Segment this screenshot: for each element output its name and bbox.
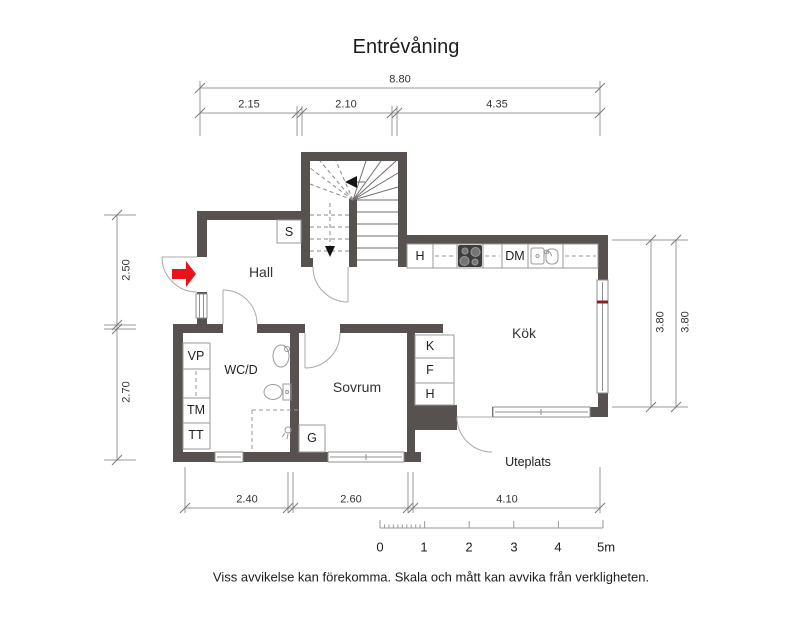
dim-top-seg-3: 4.35 (486, 98, 508, 111)
dim-right-1: 3.80 (654, 311, 667, 333)
window-wc-south (215, 452, 243, 462)
patio-door (457, 417, 492, 452)
window-kitchen-east (597, 280, 608, 393)
room-label-hall: Hall (248, 264, 274, 280)
room-label-bedroom: Sovrum (332, 379, 382, 395)
disclaimer-text: Viss avvikelse kan förekomma. Skala och mått kan avvika från verkligheten. (212, 569, 650, 585)
window-hall-west (196, 294, 207, 318)
room-label-patio: Uteplats (505, 454, 551, 469)
window-kitchen-south (493, 407, 590, 417)
wc-sink-icon (273, 345, 290, 367)
window-bedroom-south (328, 452, 404, 462)
label-dryer-tt: TT (188, 427, 204, 442)
dim-left-2: 2.70 (120, 381, 133, 403)
room-label-wc: WC/D (224, 362, 258, 377)
label-dishwasher-dm: DM (505, 248, 525, 263)
room-label-kitchen: Kök (511, 325, 537, 341)
dim-bottom-3: 4.10 (496, 493, 518, 506)
dim-bottom-2: 2.60 (340, 493, 362, 506)
kitchen-counter (407, 244, 598, 268)
scale-label-1: 1 (420, 539, 428, 555)
page-title: Entrévåning (352, 36, 460, 58)
scale-label-3: 3 (510, 539, 518, 555)
dim-top-seg-1: 2.15 (238, 98, 260, 111)
bedroom-door (305, 333, 340, 368)
scale-bar (380, 520, 603, 528)
scale-label-0: 0 (376, 539, 384, 555)
label-washing-machine-tm: TM (186, 402, 206, 417)
scale-label-5: 5m (596, 539, 616, 555)
wc-door (223, 290, 257, 324)
scale-label-2: 2 (465, 539, 473, 555)
label-heat-pump-vp: VP (187, 348, 205, 363)
dim-bottom-1: 2.40 (236, 493, 258, 506)
scale-label-4: 4 (554, 539, 562, 555)
dim-left-1: 2.50 (120, 259, 133, 281)
label-closet-s: S (284, 224, 294, 239)
label-kitchen-cabinet-h: H (415, 248, 425, 263)
stove-icon (458, 245, 482, 267)
toilet-icon (264, 384, 291, 400)
dim-top-seg-2: 2.10 (335, 98, 357, 111)
label-fridge-k: K (425, 338, 435, 353)
dim-top-total: 8.80 (389, 73, 411, 86)
windows (196, 280, 608, 462)
dim-right-2: 3.80 (679, 311, 692, 333)
label-cabinet-h: H (425, 386, 435, 401)
label-wardrobe-g: G (307, 430, 317, 445)
entrance-arrow-icon (172, 261, 196, 287)
label-freezer-f: F (426, 362, 434, 377)
stair-door (313, 267, 348, 302)
